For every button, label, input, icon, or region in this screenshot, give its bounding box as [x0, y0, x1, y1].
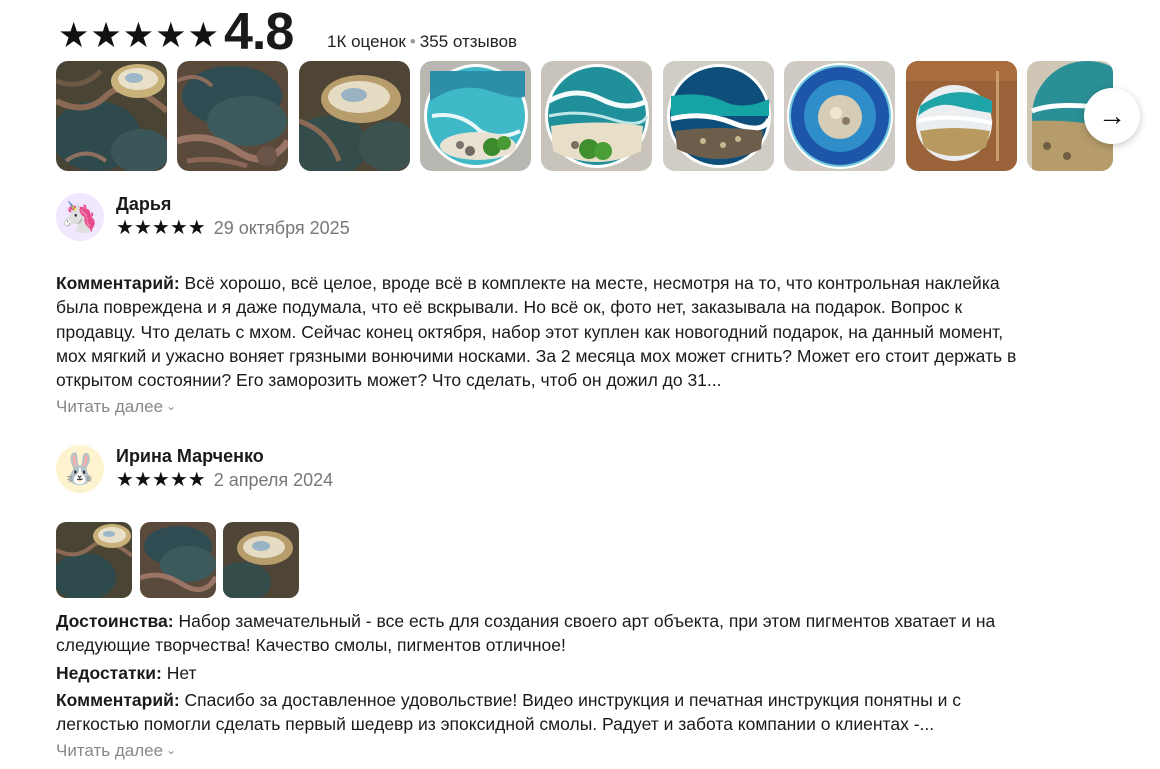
rating-stars: [58, 18, 219, 54]
review-photo[interactable]: [140, 522, 216, 598]
review-rating: [116, 469, 333, 491]
separator-dot: •: [409, 32, 416, 51]
review-comment: [56, 271, 1036, 393]
arrow-right-icon: →: [1098, 100, 1126, 131]
star-icon: ★: [187, 469, 206, 491]
gallery-thumbnail[interactable]: [177, 61, 288, 171]
avatar: [56, 193, 104, 241]
star-icon: ★: [133, 217, 152, 239]
gallery-thumbnail[interactable]: [906, 61, 1017, 171]
unicorn-icon: 🦄: [61, 200, 99, 234]
rating-counts: [327, 31, 517, 53]
comment-text: Всё хорошо, всё целое, вроде всё в комплекте на месте, несмотря на то, что контрольная наклейка была повреждена и я даже подумала, что её вскрывали. Но всё ок, фото нет, заказывала на подарок. Вопрос к продавцу. Что делать с мхом. Сейчас конец октября, набор этот куплен как новогодний подарок, на данный момент, мох мягкий и ужасно воняет грязными вонючими носками. За 2 месяца мох может сгнить? Может его стоит держать в открытом состоянии? Его заморозить может? Что сделать, чтоб он дожил до 31...: [56, 273, 1017, 391]
review-stars: [116, 217, 206, 239]
read-more-label: Читать далее: [56, 741, 164, 760]
read-more-link[interactable]: [56, 739, 176, 762]
star-icon: ★: [169, 469, 188, 491]
comment-label: Комментарий:: [56, 273, 180, 293]
gallery-thumbnail[interactable]: [299, 61, 410, 171]
review-cons: [56, 661, 1036, 685]
read-more-label: Читать далее: [56, 397, 164, 416]
comment-label: Комментарий:: [56, 690, 180, 710]
star-icon: ★: [187, 217, 206, 239]
review-stars: [116, 469, 206, 491]
photo-gallery: [56, 61, 1113, 171]
review-pros: [56, 609, 1036, 658]
chevron-down-icon: ⌄: [166, 743, 177, 757]
chevron-down-icon: ⌄: [166, 399, 177, 413]
reviews-count[interactable]: 355 отзывов: [419, 32, 518, 51]
star-icon: ★: [155, 16, 187, 55]
gallery-thumbnail[interactable]: [541, 61, 652, 171]
star-icon: ★: [169, 217, 188, 239]
review-author[interactable]: Дарья: [116, 194, 172, 214]
pros-label: Достоинства:: [56, 611, 174, 631]
review-photo[interactable]: [56, 522, 132, 598]
star-icon: ★: [151, 469, 170, 491]
cons-text: Нет: [166, 663, 197, 683]
comment-text: Спасибо за доставленное удовольствие! Видео инструкция и печатная инструкция понятны и с легкостью помогли сделать первый шедевр из эпоксидной смолы. Радует и забота компании о клиентах -...: [56, 690, 961, 735]
avatar: [56, 445, 104, 493]
star-icon: ★: [133, 469, 152, 491]
review-date: 29 октября 2025: [213, 218, 350, 238]
review-author[interactable]: Ирина Марченко: [116, 446, 264, 466]
review-photo[interactable]: [223, 522, 299, 598]
star-icon: ★: [122, 16, 155, 55]
gallery-thumbnail[interactable]: [663, 61, 774, 171]
star-icon: ★: [116, 469, 134, 491]
star-icon: ★: [58, 16, 90, 55]
ratings-count[interactable]: 1К оценок: [327, 32, 406, 51]
review-rating: [116, 217, 350, 239]
rating-summary: [56, 0, 656, 60]
rating-value: 4.8: [224, 3, 294, 61]
gallery-thumbnail[interactable]: [420, 61, 531, 171]
star-icon: ★: [187, 16, 219, 55]
star-icon: ★: [116, 217, 134, 239]
gallery-next-button[interactable]: [1084, 88, 1140, 144]
star-icon: ★: [151, 217, 170, 239]
review-date: 2 апреля 2024: [213, 470, 334, 490]
cons-label: Недостатки:: [56, 663, 162, 683]
star-icon: ★: [90, 16, 122, 55]
read-more-link[interactable]: [56, 395, 176, 418]
bunny-icon: 🐰: [61, 452, 99, 486]
gallery-thumbnail[interactable]: [784, 61, 895, 171]
gallery-thumbnail[interactable]: [56, 61, 167, 171]
review-comment: [56, 688, 1036, 737]
pros-text: Набор замечательный - все есть для создания своего арт объекта, при этом пигментов хватает и на следующие творчества! Качество смолы, пигментов отличное!: [56, 611, 996, 656]
